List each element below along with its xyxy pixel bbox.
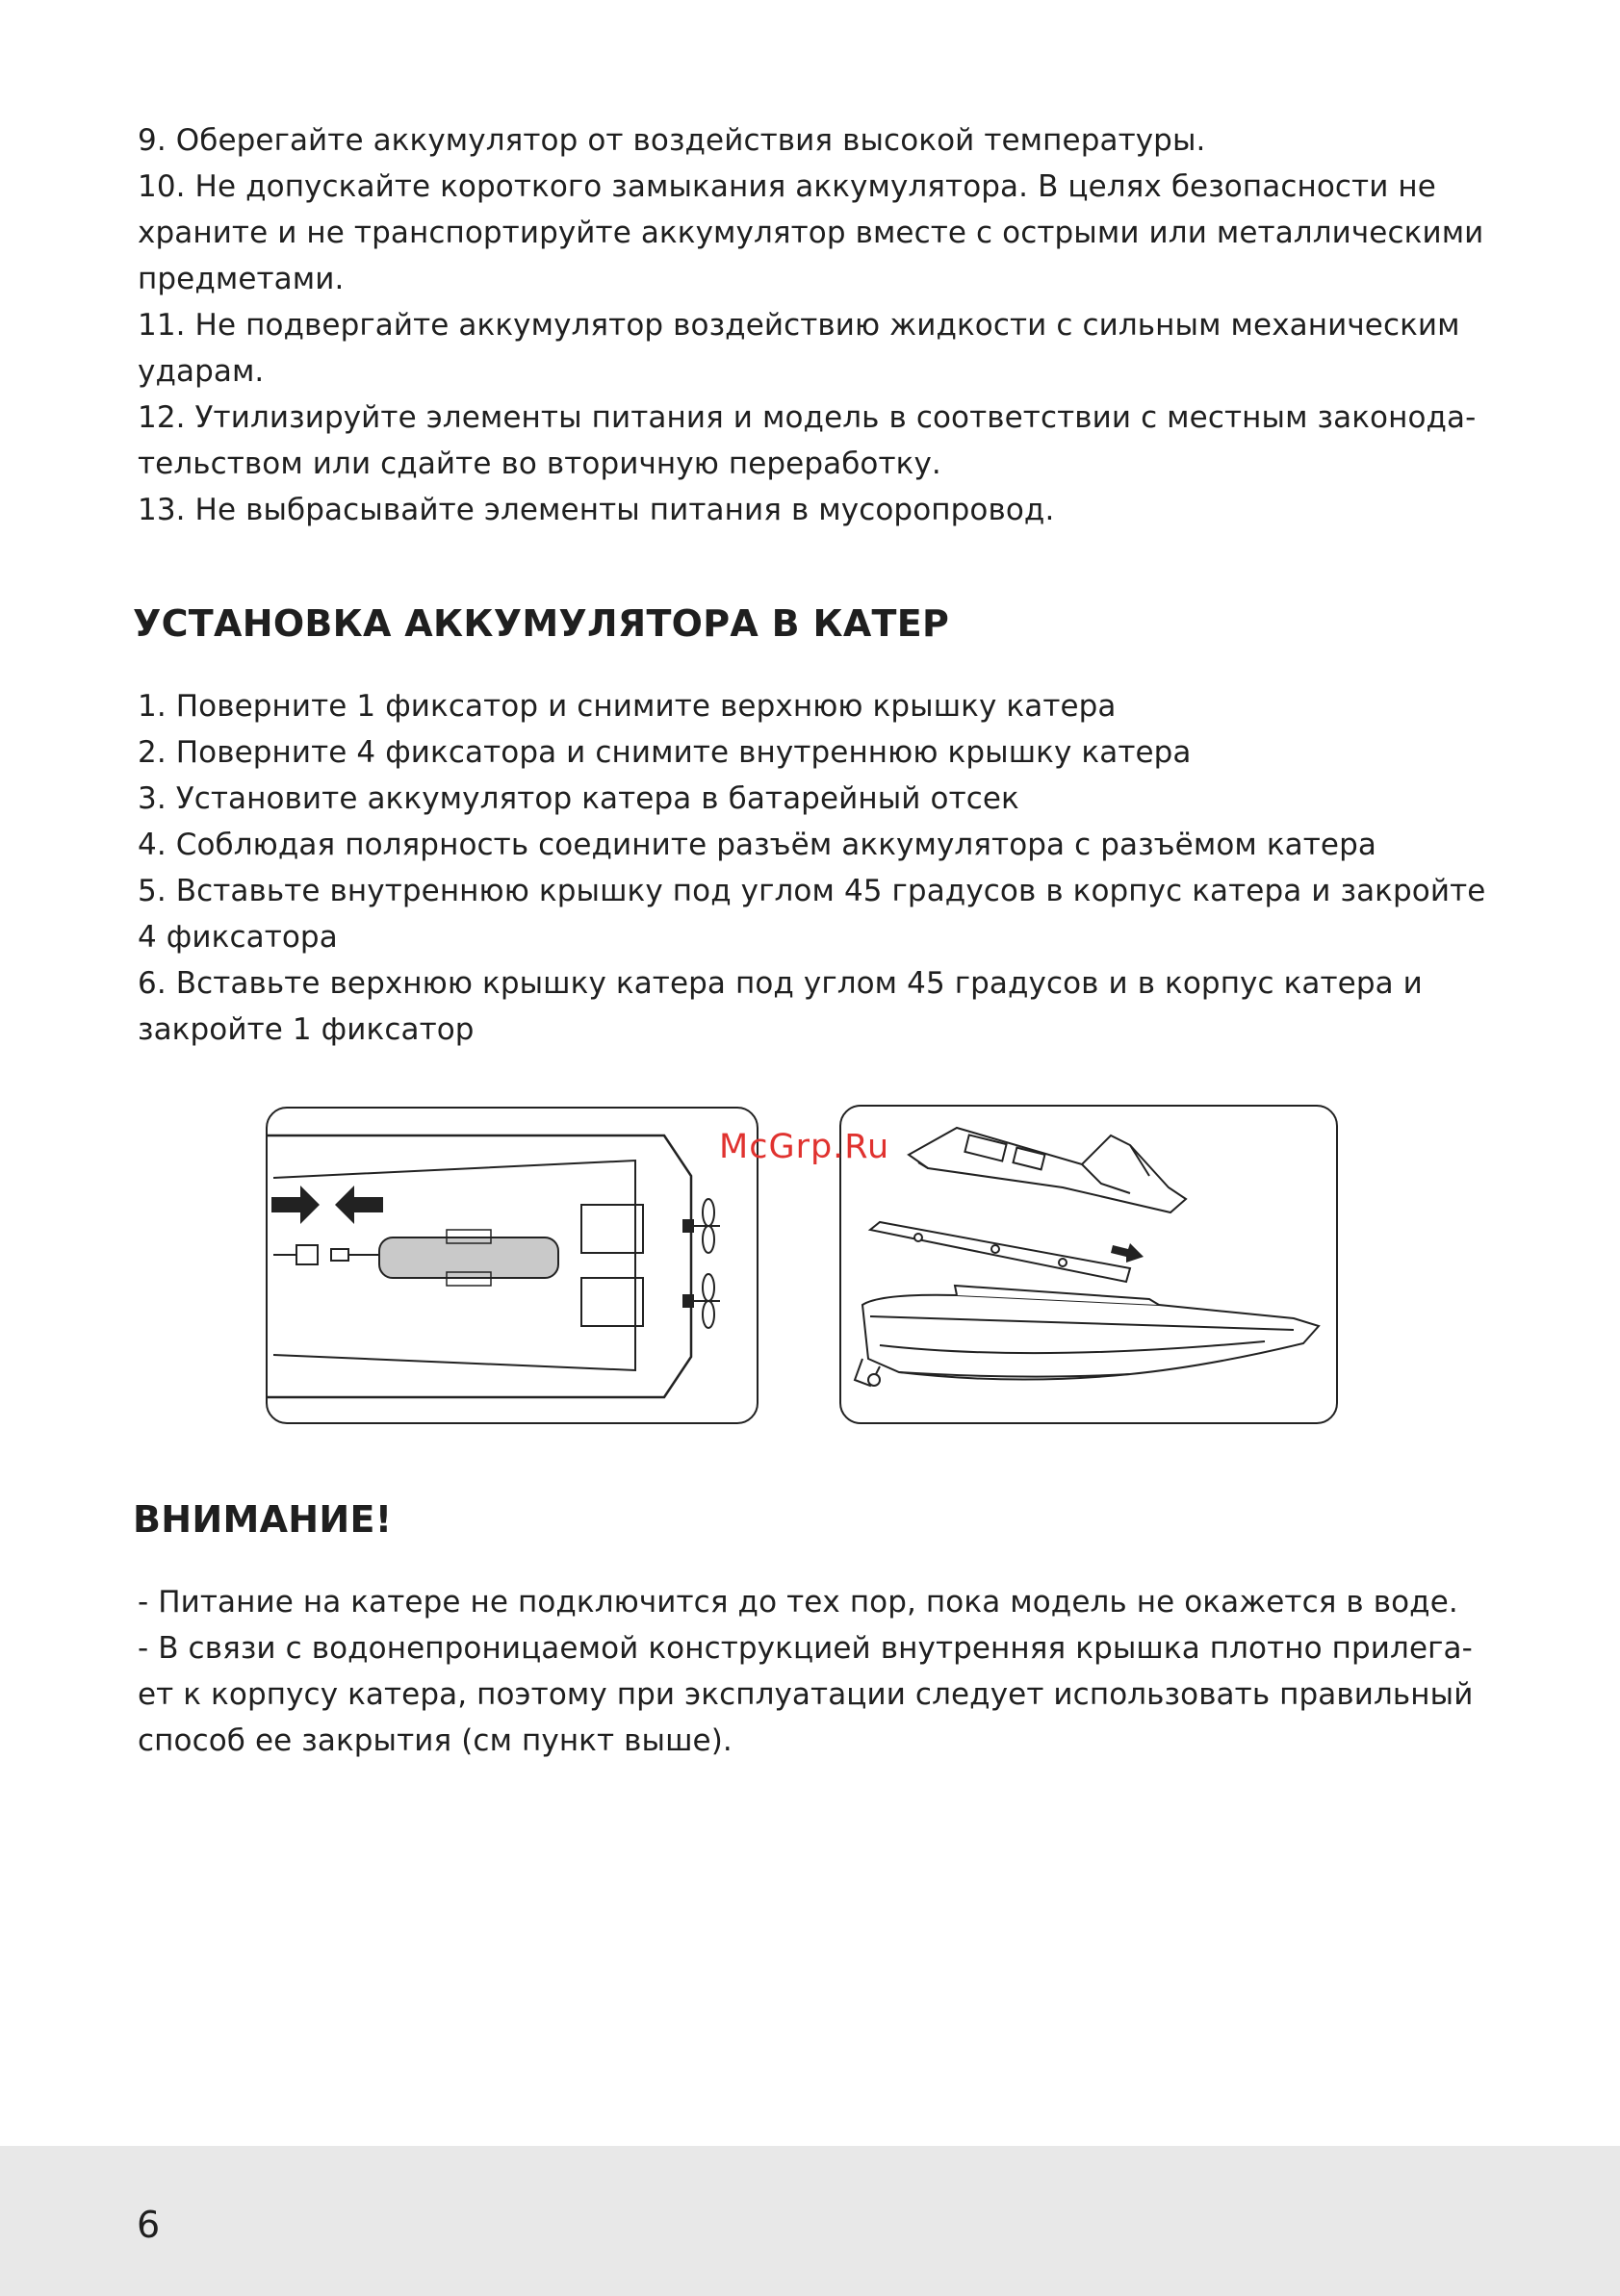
list-item: 10. Не допускайте короткого замыкания аккумулятора. В целях безопасности не [138, 169, 1436, 204]
safety-list [138, 117, 1504, 533]
step-item: 6. Вставьте верхнюю крышку катера под углом 45 градусов и в корпус катера и [138, 966, 1423, 1001]
page-number: 6 [137, 2204, 161, 2246]
list-item: ударам. [138, 354, 265, 389]
list-item: предметами. [138, 262, 345, 296]
list-item: храните и не транспортируйте аккумулятор вместе с острыми или металлическими [138, 216, 1484, 250]
page-footer [0, 2146, 1620, 2296]
step-item: закройте 1 фиксатор [138, 1012, 475, 1047]
step-item: 4 фиксатора [138, 920, 338, 955]
warning-text [138, 1579, 1504, 1764]
propeller-icon [683, 1274, 720, 1328]
boat-lids-illustration [839, 1105, 1338, 1424]
arrow-right-icon [271, 1186, 320, 1224]
boat-lids-drawing [841, 1107, 1336, 1422]
step-item: 4. Соблюдая полярность соедините разъём аккумулятора с разъёмом катера [138, 828, 1376, 862]
warning-line: ет к корпусу катера, поэтому при эксплуатации следует использовать правильный [138, 1677, 1474, 1712]
step-item: 3. Установите аккумулятор катера в батарейный отсек [138, 781, 1019, 816]
battery-compartment-drawing [268, 1109, 757, 1422]
step-item: 5. Вставьте внутреннюю крышку под углом 45 градусов в корпус катера и закройте [138, 874, 1486, 908]
battery-compartment-illustration [266, 1107, 759, 1424]
step-item: 2. Поверните 4 фиксатора и снимите внутреннюю крышку катера [138, 735, 1192, 770]
warning-line: - Питание на катере не подключится до тех пор, пока модель не окажется в воде. [138, 1585, 1458, 1620]
watermark: McGrp.Ru [719, 1128, 890, 1166]
installation-heading: УСТАНОВКА АККУМУЛЯТОРА В КАТЕР [133, 602, 950, 645]
propeller-icon [683, 1199, 720, 1253]
list-item: 13. Не выбрасывайте элементы питания в мусоропровод. [138, 493, 1055, 527]
arrow-left-icon [335, 1186, 383, 1224]
list-item: 11. Не подвергайте аккумулятор воздействию жидкости с сильным механическим [138, 308, 1460, 343]
installation-steps [138, 683, 1504, 1053]
step-item: 1. Поверните 1 фиксатор и снимите верхнюю крышку катера [138, 689, 1117, 724]
arrow-icon [1111, 1243, 1144, 1263]
list-item: 12. Утилизируйте элементы питания и модель в соответствии с местным законода- [138, 400, 1477, 435]
warning-heading: ВНИМАНИЕ! [133, 1498, 393, 1541]
warning-line: способ ее закрытия (см пункт выше). [138, 1723, 733, 1758]
list-item: тельством или сдайте во вторичную переработку. [138, 446, 941, 481]
warning-line: - В связи с водонепроницаемой конструкцией внутренняя крышка плотно прилега- [138, 1631, 1473, 1666]
list-item: 9. Оберегайте аккумулятор от воздействия высокой температуры. [138, 123, 1206, 158]
